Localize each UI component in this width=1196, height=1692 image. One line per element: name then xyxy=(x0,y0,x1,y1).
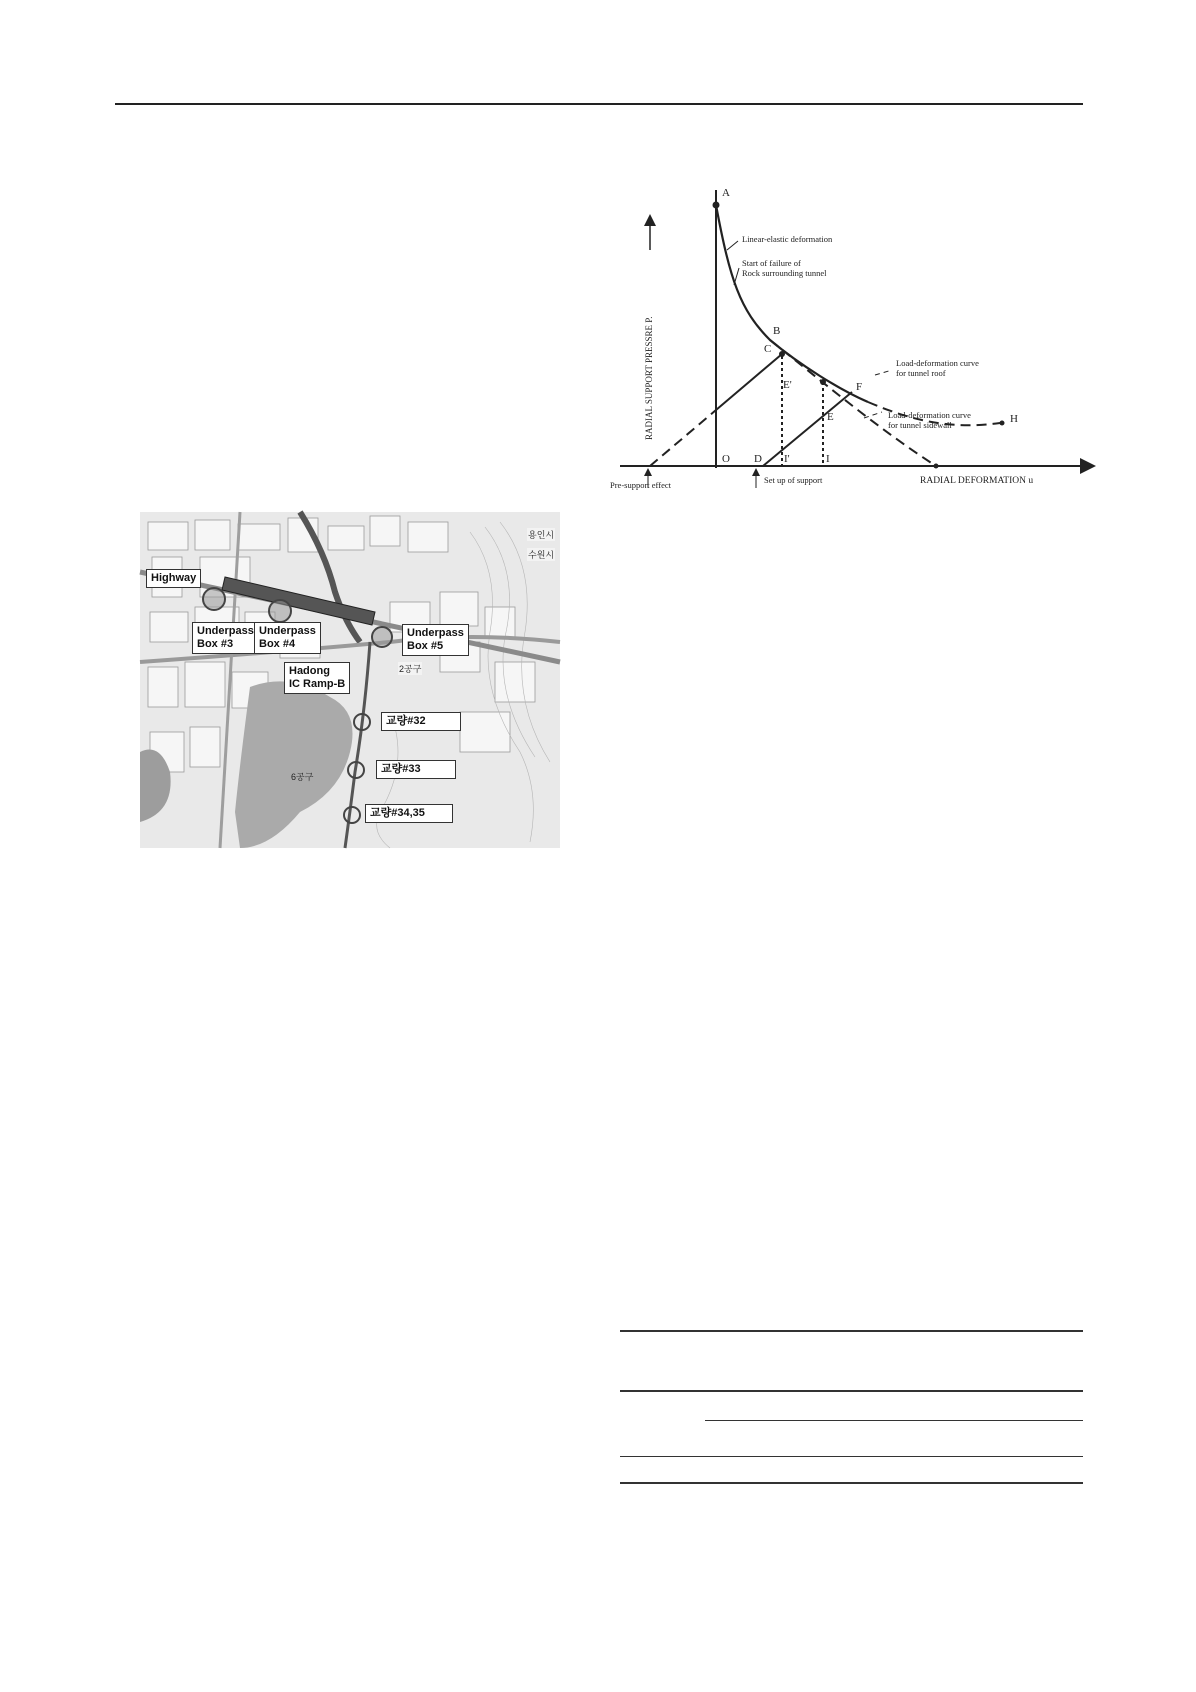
label-bridge-34-35: 교량#34,35 xyxy=(365,804,453,823)
label-bridge-32: 교량#32 xyxy=(381,712,461,731)
text-city-1: 용인시 xyxy=(528,530,555,540)
point-a: A xyxy=(722,187,730,199)
point-h: H xyxy=(1010,413,1018,425)
label-hadong-ramp: Hadong IC Ramp-B xyxy=(284,662,350,694)
ground-reaction-curve-figure xyxy=(610,170,1100,500)
point-d: D xyxy=(754,453,762,465)
label-underpass-box-3: Underpass Box #3 xyxy=(192,622,259,654)
annotation-roof-1: Load-deformation curve xyxy=(896,358,979,368)
annotation-sidewall-2: for tunnel sidewall xyxy=(888,420,952,430)
text-city-2: 수원시 xyxy=(528,550,555,560)
label-highway: Highway xyxy=(146,569,201,588)
table-top-rule xyxy=(620,1330,1083,1332)
annotation-setup-support: Set up of support xyxy=(764,475,823,485)
label-bridge-33: 교량#33 xyxy=(376,760,456,779)
point-b: B xyxy=(773,325,781,337)
point-f: F xyxy=(856,381,863,393)
point-i-prime: I' xyxy=(784,453,790,465)
header-rule xyxy=(115,103,1083,105)
table-row-rule xyxy=(620,1456,1083,1457)
annotation-start-failure-1: Start of failure of xyxy=(742,258,801,268)
annotation-sidewall-1: Load-deformation curve xyxy=(888,410,971,420)
table-header-rule xyxy=(620,1390,1083,1392)
point-e-prime: E' xyxy=(783,379,792,391)
annotation-linear-elastic: Linear-elastic deformation xyxy=(742,234,833,244)
text-zone-2: 2공구 xyxy=(399,664,422,674)
point-i: I xyxy=(826,453,830,465)
label-underpass-box-4: Underpass Box #4 xyxy=(254,622,321,654)
site-map-figure xyxy=(140,512,560,848)
point-o: O xyxy=(722,453,730,465)
annotation-pre-support: Pre-support effect xyxy=(610,480,671,490)
annotation-start-failure-2: Rock surrounding tunnel xyxy=(742,268,827,278)
y-axis-label: RADIAL SUPPORT PRESSRE P. xyxy=(644,316,654,440)
table-bottom-rule xyxy=(620,1482,1083,1484)
ground-reaction-curve-graphic xyxy=(610,170,1100,500)
x-axis-label: RADIAL DEFORMATION u xyxy=(920,476,1034,486)
table-subheader-rule xyxy=(705,1420,1083,1421)
annotation-roof-2: for tunnel roof xyxy=(896,368,946,378)
point-e: E xyxy=(827,411,834,423)
label-underpass-box-5: Underpass Box #5 xyxy=(402,624,469,656)
text-zone-6: 6공구 xyxy=(291,772,314,782)
point-c: C xyxy=(764,343,772,355)
